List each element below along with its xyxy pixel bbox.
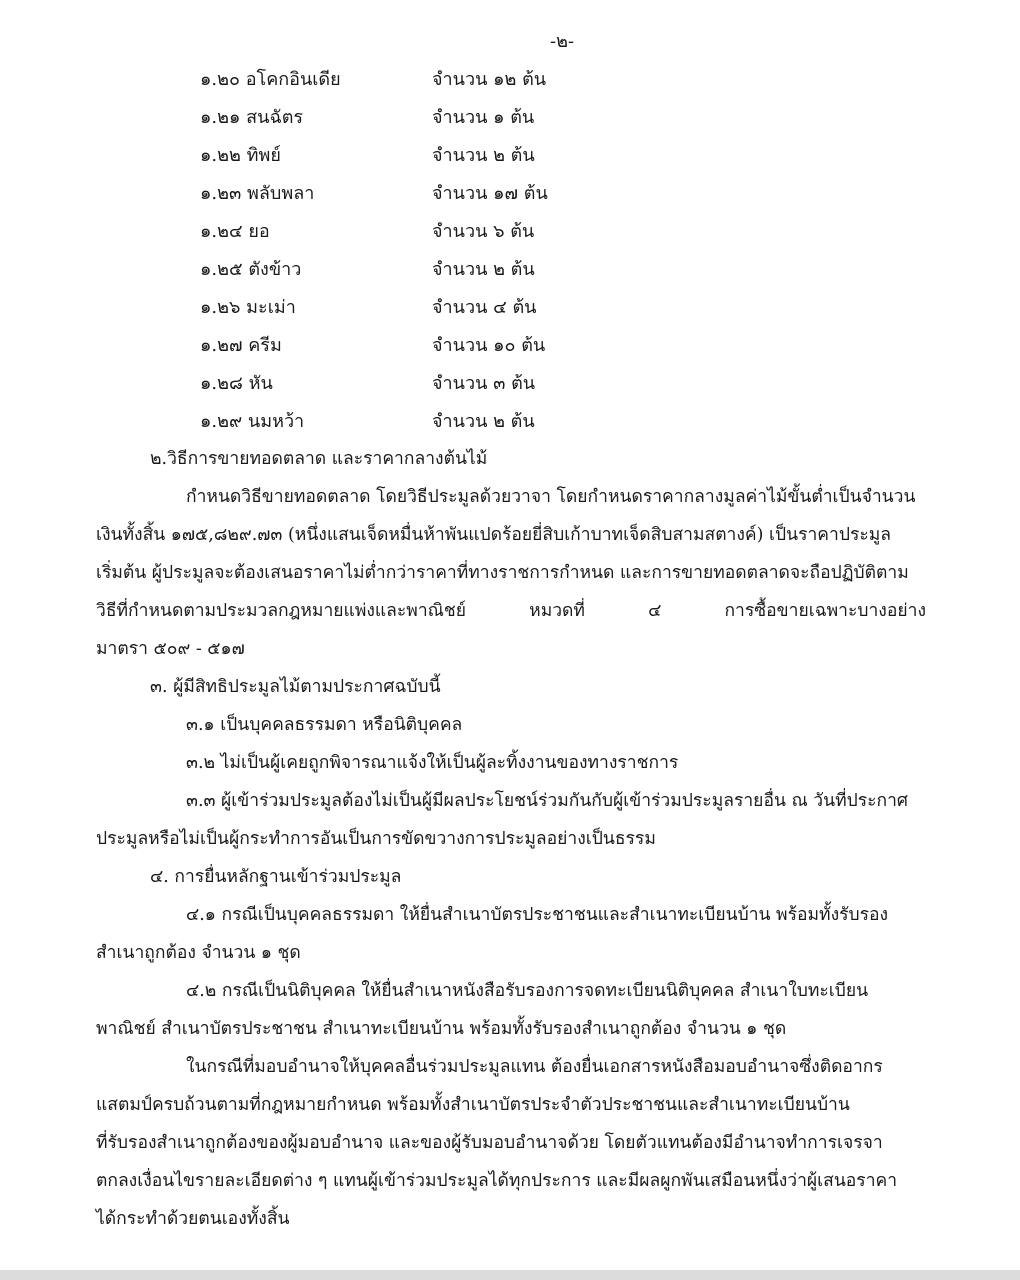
- section-4-item-continuation: พาณิชย์ สำเนาบัตรประชาชน สำเนาทะเบียนบ้าน พร้อมทั้งรับรองสำเนาถูกต้อง จำนวน ๑ ชุด: [96, 1019, 787, 1039]
- tree-item-quantity: จำนวน ๒ ต้น: [432, 145, 535, 166]
- section-2-paragraph-line: มาตรา ๕๐๙ - ๕๑๗: [96, 639, 245, 659]
- tree-item-quantity: จำนวน ๑๒ ต้น: [432, 69, 547, 90]
- section-3-heading: ๓. ผู้มีสิทธิประมูลไม้ตามประกาศฉบับนี้: [150, 677, 441, 697]
- section-3-item-continuation: ประมูลหรือไม่เป็นผู้กระทำการอันเป็นการขัดขวางการประมูลอย่างเป็นธรรม: [96, 829, 656, 849]
- page-number: -๒-: [550, 31, 575, 52]
- section-4-item-continuation: สำเนาถูกต้อง จำนวน ๑ ชุด: [96, 943, 301, 963]
- proxy-paragraph-line: ในกรณีที่มอบอำนาจให้บุคคลอื่นร่วมประมูลแทน ต้องยื่นเอกสารหนังสือมอบอำนาจซึ่งติดอากร: [186, 1057, 883, 1077]
- section-2-heading: ๒.วิธีการขายทอดตลาด และราคากลางต้นไม้: [150, 449, 488, 469]
- section-3-item: ๓.๒ ไม่เป็นผู้เคยถูกพิจารณาแจ้งให้เป็นผู้ละทิ้งงานของทางราชการ: [186, 753, 679, 773]
- proxy-paragraph-line: แสตมป์ครบถ้วนตามที่กฎหมายกำหนด พร้อมทั้งสำเนาบัตรประจำตัวประชาชนและสำเนาทะเบียนบ้าน: [96, 1095, 850, 1115]
- tree-item-quantity: จำนวน ๒ ต้น: [432, 259, 535, 280]
- section-4-item: ๔.๑ กรณีเป็นบุคคลธรรมดา ให้ยื่นสำเนาบัตรประชาชนและสำเนาทะเบียนบ้าน พร้อมทั้งรับรอง: [186, 905, 889, 925]
- section-2-paragraph-line: กำหนดวิธีขายทอดตลาด โดยวิธีประมูลด้วยวาจา โดยกำหนดราคากลางมูลค่าไม้ขั้นต่ำเป็นจำนวน: [186, 487, 916, 507]
- tree-item-label: ๑.๒๓ พลับพลา: [200, 183, 315, 204]
- tree-item-label: ๑.๒๕ ตังข้าว: [200, 259, 302, 280]
- tree-item-quantity: จำนวน ๖ ต้น: [432, 221, 535, 242]
- tree-item-quantity: จำนวน ๑ ต้น: [432, 107, 535, 128]
- tree-item-label: ๑.๒๘ หัน: [200, 373, 273, 394]
- tree-item-label: ๑.๒๐ อโคกอินเดีย: [200, 69, 341, 90]
- proxy-paragraph-line: ตกลงเงื่อนไขรายละเอียดต่าง ๆ แทนผู้เข้าร่วมประมูลได้ทุกประการ และมีผลผูกพันเสมือนหนึ่งว่าผู้เสนอราคา: [96, 1171, 898, 1191]
- proxy-paragraph-line: ที่รับรองสำเนาถูกต้องของผู้มอบอำนาจ และของผู้รับมอบอำนาจด้วย โดยตัวแทนต้องมีอำนาจทำการเจรจา: [96, 1133, 883, 1153]
- tree-item-quantity: จำนวน ๑๗ ต้น: [432, 183, 548, 204]
- tree-item-quantity: จำนวน ๑๐ ต้น: [432, 335, 546, 356]
- section-2-paragraph-line: เงินทั้งสิ้น ๑๗๕,๘๒๙.๗๓ (หนึ่งแสนเจ็ดหมื่นห้าพันแปดร้อยยี่สิบเก้าบาทเจ็ดสิบสามสตางค์) เป็นราคาประมูล: [96, 525, 892, 545]
- section-4-heading: ๔. การยื่นหลักฐานเข้าร่วมประมูล: [150, 867, 402, 887]
- tree-item-label: ๑.๒๔ ยอ: [200, 221, 270, 242]
- tree-item-label: ๑.๒๖ มะเม่า: [200, 297, 296, 318]
- proxy-paragraph-line: ได้กระทำด้วยตนเองทั้งสิ้น: [96, 1209, 290, 1229]
- tree-item-quantity: จำนวน ๔ ต้น: [432, 297, 537, 318]
- tree-item-quantity: จำนวน ๒ ต้น: [432, 411, 535, 432]
- section-3-item: ๓.๓ ผู้เข้าร่วมประมูลต้องไม่เป็นผู้มีผลประโยชน์ร่วมกันกับผู้เข้าร่วมประมูลรายอื่น ณ วันที่ประกาศ: [186, 791, 909, 811]
- section-2-paragraph-line: เริ่มต้น ผู้ประมูลจะต้องเสนอราคาไม่ต่ำกว่าราคาที่ทางราชการกำหนด และการขายทอดตลาดจะถือปฏิบัติตาม: [96, 563, 909, 583]
- page-bottom-edge: [0, 1270, 1020, 1280]
- section-3-item: ๓.๑ เป็นบุคคลธรรมดา หรือนิติบุคคล: [186, 715, 463, 735]
- section-4-item: ๔.๒ กรณีเป็นนิติบุคคล ให้ยื่นสำเนาหนังสือรับรองการจดทะเบียนนิติบุคคล สำเนาใบทะเบียน: [186, 981, 869, 1001]
- section-2-paragraph-line: วิธีที่กำหนดตามประมวลกฎหมายแพ่งและพาณิชย์ หมวดที่ ๔ การซื้อขายเฉพาะบางอย่าง: [96, 601, 926, 621]
- tree-item-label: ๑.๒๙ นมหว้า: [200, 411, 305, 432]
- tree-item-quantity: จำนวน ๓ ต้น: [432, 373, 536, 394]
- tree-item-label: ๑.๒๑ สนฉัตร: [200, 107, 304, 128]
- tree-item-label: ๑.๒๒ ทิพย์: [200, 145, 281, 166]
- tree-item-label: ๑.๒๗ ครีม: [200, 335, 282, 356]
